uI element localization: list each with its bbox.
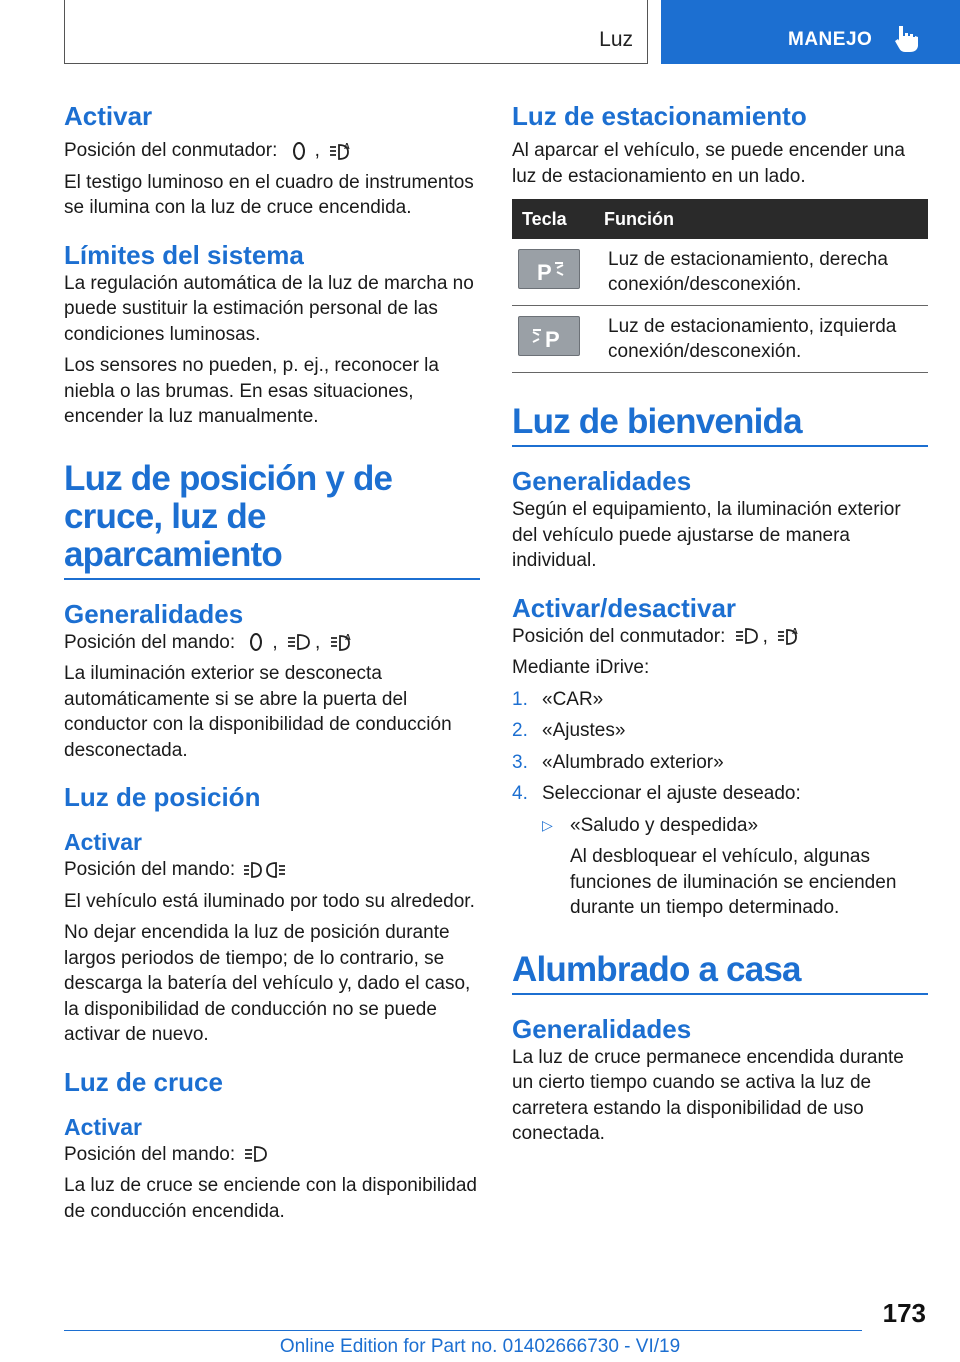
sub-step-note: Al desbloquear el vehículo, algunas funciones de iluminación se encienden durante un tiempo determinado. <box>570 846 897 918</box>
low-beam-icon <box>286 632 312 652</box>
auto-headlight-icon <box>328 141 354 161</box>
text: Posición del mando: <box>64 631 236 653</box>
table-cell-function: Luz de estacionamiento, izquierda conexión/desconexión. <box>594 306 928 373</box>
heading-generalidades: Generalidades <box>64 598 244 629</box>
list-item <box>512 687 928 713</box>
step-text: «CAR» <box>542 688 604 710</box>
parking-light-right-button[interactable] <box>518 249 580 289</box>
header-section-box <box>64 0 648 64</box>
footer-divider <box>64 1330 862 1331</box>
parking-light-right-icon <box>519 250 581 290</box>
low-beam-icon <box>243 1144 269 1164</box>
step-text: «Alumbrado exterior» <box>542 751 724 773</box>
separator: , <box>272 631 278 653</box>
heading-generalidades: Generalidades <box>512 1013 692 1044</box>
text: Posición del conmutador: <box>512 625 726 647</box>
paragraph: La regulación automática de la luz de marcha no puede sustituir la estimación personal de las condiciones luminosas. <box>64 272 474 345</box>
switch-off-icon <box>243 632 269 652</box>
paragraph: La luz de cruce permanece encendida durante un cierto tiempo cuando se activa la luz de carretera estando la disponibilidad de uso conectada. <box>512 1046 904 1144</box>
step-number: 4. <box>512 783 528 804</box>
paragraph <box>64 138 480 164</box>
header-chapter-tab[interactable] <box>661 0 960 64</box>
table-header-function: Función <box>594 199 928 239</box>
heading-activar: Activar <box>64 1113 142 1140</box>
step-text: «Ajustes» <box>542 720 626 741</box>
table-cell-key <box>512 306 594 373</box>
paragraph: El testigo luminoso en el cuadro de instrumentos se ilumina con la luz de cruce encendida. <box>64 171 474 218</box>
paragraph: La luz de cruce se enciende con la disponibilidad de conducción encendida. <box>64 1175 477 1222</box>
paragraph: Los sensores no pueden, p. ej., reconocer la niebla o las brumas. En esas situaciones, encender la luz manualmente. <box>64 355 439 427</box>
paragraph: Según el equipamiento, la iluminación exterior del vehículo puede ajustarse de manera individual. <box>512 499 901 571</box>
paragraph <box>512 624 928 650</box>
heading-generalidades: Generalidades <box>512 466 692 496</box>
text: Posición del mando: <box>64 1143 236 1165</box>
text: Posición del conmutador: <box>64 140 278 161</box>
table-row <box>512 306 928 373</box>
heading-limites: Límites del sistema <box>64 239 304 270</box>
table-header-row <box>512 199 928 239</box>
list-item <box>512 718 928 744</box>
list-item <box>512 781 928 807</box>
separator: , <box>314 631 321 653</box>
paragraph <box>64 857 480 883</box>
paragraph: La iluminación exterior se desconecta automáticamente si se abre la puerta del conductor con la disponibilidad de conducción desconectada. <box>64 663 452 761</box>
idrive-steps-list <box>512 687 928 807</box>
footer-edition: Online Edition for Part no. 01402666730 - VI/19 <box>279 1336 681 1357</box>
chapter-title: MANEJO <box>788 29 873 50</box>
position-light-icon <box>243 860 287 880</box>
hand-pointer-icon <box>893 24 921 54</box>
sub-step-text: «Saludo y despedida» <box>570 814 759 836</box>
text: Posición del mando: <box>64 859 236 880</box>
svg-text:P: P <box>545 327 560 352</box>
parking-light-table <box>512 199 928 373</box>
paragraph: Mediante iDrive: <box>512 657 650 678</box>
right-column <box>512 100 928 1147</box>
auto-headlight-icon <box>776 626 802 646</box>
page-number: 173 <box>882 1298 926 1328</box>
heading-activar: Activar <box>64 101 153 131</box>
chapter-heading-casa: Alumbrado a casa <box>512 951 928 995</box>
table-row <box>512 239 928 306</box>
separator: , <box>314 140 320 161</box>
left-column <box>64 100 480 1224</box>
switch-off-icon <box>286 141 312 161</box>
paragraph <box>64 630 480 656</box>
svg-text:A: A <box>344 633 351 643</box>
triangle-bullet-icon: ▷ <box>542 816 553 833</box>
chapter-heading-posicion: Luz de posición y de cruce, luz de aparcamiento <box>64 460 480 580</box>
heading-activar-desactivar: Activar/desactivar <box>512 592 737 623</box>
paragraph <box>64 1142 480 1168</box>
list-item <box>512 750 928 776</box>
heading-activar: Activar <box>64 829 142 855</box>
paragraph: El vehículo está iluminado por todo su alrededor. <box>64 890 475 912</box>
table-header-key: Tecla <box>512 199 594 239</box>
step-number: 3. <box>512 751 528 773</box>
parking-light-left-button[interactable] <box>518 316 580 356</box>
parking-light-left-icon <box>519 317 581 357</box>
chapter-heading-bienvenida: Luz de bienvenida <box>512 403 928 447</box>
heading-estacionamiento: Luz de estacionamiento <box>512 101 807 131</box>
paragraph: Al aparcar el vehículo, se puede encender una luz de estacionamiento en un lado. <box>512 140 905 187</box>
separator: , <box>762 625 768 647</box>
low-beam-icon <box>734 626 760 646</box>
svg-text:A: A <box>792 627 798 637</box>
step-number: 2. <box>512 720 528 741</box>
heading-luz-cruce: Luz de cruce <box>64 1066 223 1097</box>
heading-luz-posicion: Luz de posición <box>64 782 261 812</box>
auto-headlight-icon <box>329 632 355 652</box>
table-cell-key <box>512 239 594 306</box>
paragraph: No dejar encendida la luz de posición durante largos periodos de tiempo; de lo contrario, se descarga la batería del vehículo y, dado el caso, la disponibilidad de conducción no se puede activar de nuevo. <box>64 922 471 1045</box>
svg-text:P: P <box>537 260 552 285</box>
section-title: Luz <box>599 28 633 51</box>
sub-list-item <box>512 813 928 839</box>
step-number: 1. <box>512 688 528 710</box>
table-cell-function: Luz de estacionamiento, derecha conexión/desconexión. <box>594 239 928 306</box>
step-text: Seleccionar el ajuste deseado: <box>542 783 801 804</box>
svg-text:A: A <box>344 141 350 151</box>
